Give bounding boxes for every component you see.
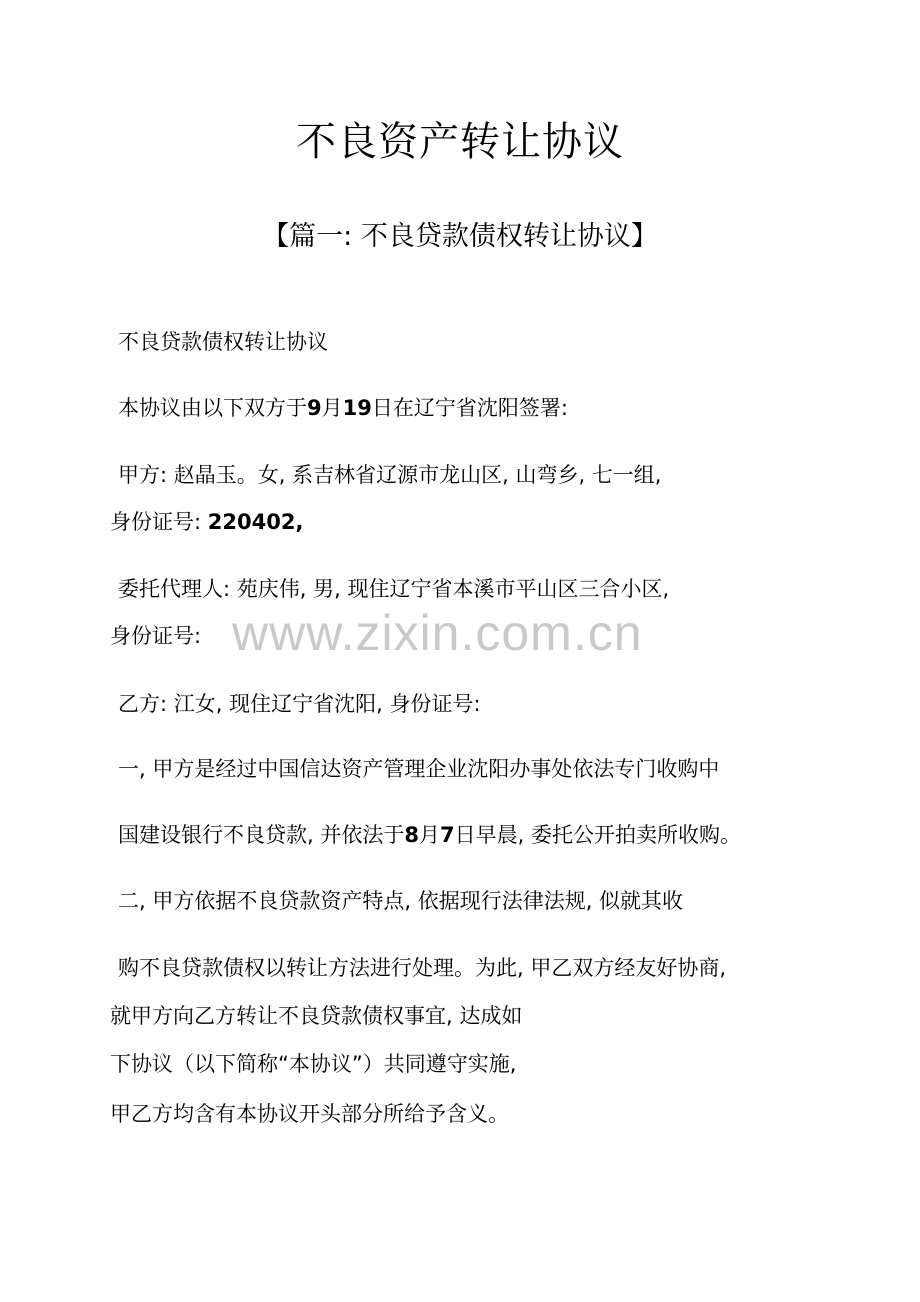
clause-one-line-1: 一, 甲方是经过中国信达资产管理企业沈阳办事处依法专门收购中 <box>118 757 720 781</box>
agent-id-line: 身份证号: <box>110 624 202 648</box>
party-a-id-value: 220402 <box>207 510 296 534</box>
party-a-line: 甲方: 赵晶玉。女, 系吉林省辽源市龙山区, 山弯乡, 七一组, <box>118 463 662 487</box>
party-a-id-label: 身份证号: <box>110 510 208 534</box>
clause-two-line-1: 二, 甲方依据不良贷款资产特点, 依据现行法律法规, 似就其收 <box>118 889 684 913</box>
clause-one-pre: 国建设银行不良贷款, 并依法于 <box>118 823 405 847</box>
party-b-line: 乙方: 江女, 现住辽宁省沈阳, 身份证号: <box>118 692 481 716</box>
clause-two-line-4: 下协议（以下简称“本协议”）共同遵守实施, <box>110 1052 517 1076</box>
clause-two-line-3: 就甲方向乙方转让不良贷款债权事宜, 达成如 <box>110 1004 523 1028</box>
document-subtitle: 【篇一: 不良贷款债权转让协议】 <box>262 221 658 252</box>
clause-two-line-2: 购不良贷款债权以转让方法进行处理。为此, 甲乙双方经友好协商, <box>118 956 727 980</box>
clause-one-post: 日早晨, 委托公开拍卖所收购。 <box>454 823 741 847</box>
party-a-id-line <box>110 508 303 536</box>
agent-line: 委托代理人: 苑庆伟, 男, 现住辽宁省本溪市平山区三合小区, <box>118 577 670 601</box>
clause-one-month: 8 <box>404 823 419 847</box>
intro-post: 日在辽宁省沈阳签署: <box>371 396 568 420</box>
clause-one-day: 7 <box>439 823 455 847</box>
agreement-heading: 不良贷款债权转让协议 <box>118 330 328 354</box>
clause-one-month-unit: 月 <box>418 823 440 847</box>
document-title: 不良资产转让协议 <box>296 119 624 165</box>
intro-day: 19 <box>342 396 372 420</box>
intro-paragraph <box>118 394 568 422</box>
party-a-id-suffix: , <box>295 510 304 534</box>
intro-pre: 本协议由以下双方于 <box>118 396 307 420</box>
intro-month-unit: 月 <box>321 396 343 420</box>
intro-month: 9 <box>307 396 322 420</box>
watermark: www.zixin.com.cn <box>232 605 643 661</box>
clause-one-line-2 <box>118 821 741 849</box>
clause-two-line-5: 甲乙方均含有本协议开头部分所给予含义。 <box>110 1102 509 1126</box>
